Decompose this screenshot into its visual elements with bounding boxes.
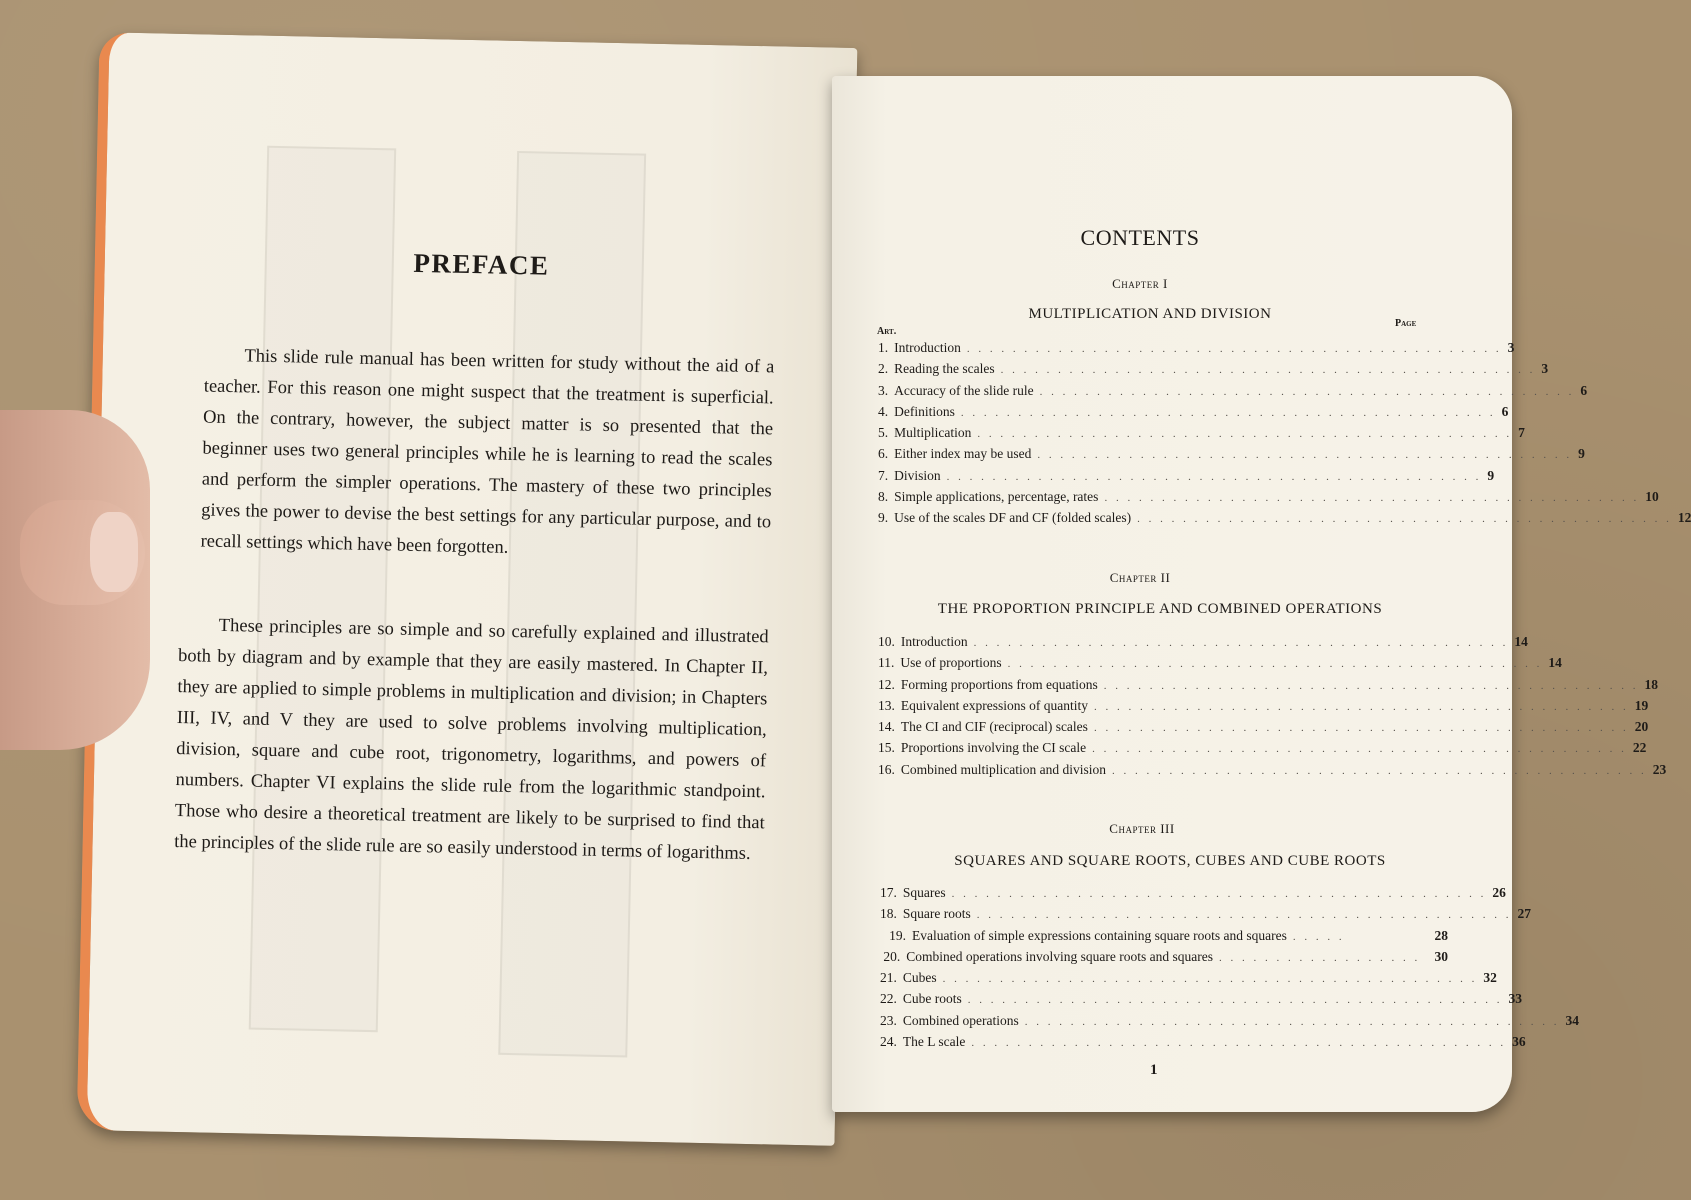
leader-dots: . . . . . . . . . . . . . . . . . . . . . . . . . . . . . . . . . . . . . . . . . . . . . . . [1104, 492, 1640, 505]
leader-dots: . . . . . . . . . . . . . . . . . . . . . . . . . . . . . . . . . . . . . . . . . . . . . . . [1007, 658, 1543, 671]
leader-dots: . . . . . . . . . . . . . . . . . . . . . . . . . . . . . . . . . . . . . . . . . . . . . . . [960, 406, 1496, 419]
thumbnail [90, 512, 138, 592]
toc-entry-label: Cubes [902, 970, 937, 986]
chapter-subtitle-2: THE PROPORTION PRINCIPLE AND COMBINED OPERATIONS [937, 601, 1383, 617]
toc-entry: 13. Equivalent expressions of quantity . . . . . . . . . . . . . . . . . . . . . . . . . . . . . . . . . . . . . . . . . . . . . . . 19 [878, 697, 1649, 713]
toc-entry: 12. Forming proportions from equations . . . . . . . . . . . . . . . . . . . . . . . . . . . . . . . . . . . . . . . . . . . . . . . 18 [878, 676, 1658, 692]
leader-dots: . . . . . . . . . . . . . . . . . . . . . . . . . . . . . . . . . . . . . . . . . . . . . . . [942, 973, 1478, 986]
preface-paragraph-2: These principles are so simple and so carefully explained and illustrated both by diagram and by example that they are easily mastered. In Chapter II, they are applied to simple problems in multiplication and division; in Chapters III, IV, and V they are used to solve problems involving multiplication, division, square and cube root, trigonometry, logarithms, and powers of numbers. Chapter VI explains the slide rule from the logarithmic standpoint. Those who desire a theoretical treatment are likely to be surprised to find that the principles of the slide rule are so easily understood in terms of logarithms. [174, 615, 769, 865]
toc-entry: 10. Introduction . . . . . . . . . . . . . . . . . . . . . . . . . . . . . . . . . . . . . . . . . . . . . . . 14 [878, 634, 1528, 649]
leader-dots: . . . . . . . . . . . . . . . . . . . . . . . . . . . . . . . . . . . . . . . . . . . . . . . [973, 637, 1509, 649]
leader-dots: . . . . . . . . . . . . . . . . . . . . . . . . . . . . . . . . . . . . . . . . . . . . . . . [1024, 1015, 1560, 1028]
toc-entry: 4. Definitions . . . . . . . . . . . . . . . . . . . . . . . . . . . . . . . . . . . . . . . . . . . . . . . 6 [878, 403, 1509, 419]
toc-entry-label: Division [894, 467, 941, 483]
toc-entry: 7. Division . . . . . . . . . . . . . . . . . . . . . . . . . . . . . . . . . . . . . . . . . . . . . . . 9 [878, 467, 1495, 483]
toc-entry-label: Use of the scales DF and CF (folded scales) [894, 510, 1132, 526]
toc-entry: 15. Proportions involving the CI scale . . . . . . . . . . . . . . . . . . . . . . . . . . . . . . . . . . . . . . . . . . . . . . . 22 [878, 740, 1647, 756]
toc-entry: 2. Reading the scales . . . . . . . . . . . . . . . . . . . . . . . . . . . . . . . . . . . . . . . . . . . . . . . 3 [878, 361, 1549, 377]
toc-entry: 19. Evaluation of simple expressions containing square roots and squares . . . . . 28 [889, 927, 1448, 943]
toc-entry: 16. Combined multiplication and division . . . . . . . . . . . . . . . . . . . . . . . . . . . . . . . . . . . . . . . . . . . . . . . 23 [878, 761, 1667, 777]
leader-dots: . . . . . . . . . . . . . . . . . . . . . . . . . . . . . . . . . . . . . . . . . . . . . . . [1039, 385, 1575, 398]
toc-entry-label: Combined operations involving square roots and squares [906, 948, 1213, 964]
leader-dots: . . . . . . . . . . . . . . . . . . . . . . . . . . . . . . . . . . . . . . . . . . . . . . . [1093, 700, 1629, 713]
leader-dots: . . . . . . . . . . . . . . . . . . . . . . . . . . . . . . . . . . . . . . . . . . . . . . . [1092, 743, 1627, 756]
leader-dots: . . . . . . . . . . . . . . . . . . . . . . . . . . . . . . . . . . . . . . . . . . . . . . . [976, 909, 1512, 922]
art-column-label: Art. [877, 326, 897, 337]
leader-dots: . . . . . . . . . . . . . . . . . . . . . . . . . . . . . . . . . . . . . . . . . . . . . . . [1137, 513, 1672, 526]
toc-list-chapter-3 [880, 885, 1579, 1055]
chapter-subtitle-3: SQUARES AND SQUARE ROOTS, CUBES AND CUBE ROOTS [954, 853, 1386, 869]
toc-entry-label: Use of proportions [900, 655, 1002, 671]
chapter-heading-2: Chapter II [1109, 570, 1171, 585]
leader-dots: . . . . . . . . . . . . . . . . . . . . . . . . . . . . . . . . . . . . . . . . . . . . . . . [1093, 722, 1629, 735]
leader-dots: . . . . . . . . . . . . . . . . . . . . . . . . . . . . . . . . . . . . . . . . . . . . . . . [967, 994, 1503, 1007]
toc-entry-label: Proportions involving the CI scale [900, 740, 1087, 756]
toc-list-chapter-1 [878, 340, 1691, 532]
leader-dots: . . . . . . . . . . . . . . . . . . . . . . . . . . . . . . . . . . . . . . . . . . . . . . . [971, 1037, 1507, 1050]
toc-entry-label: Definitions [894, 403, 955, 419]
toc-entry: 9. Use of the scales DF and CF (folded scales) . . . . . . . . . . . . . . . . . . . . . . . . . . . . . . . . . . . . . . . . . . . . . . . 12 [878, 510, 1691, 526]
toc-entry-label: Forming proportions from equations [900, 676, 1098, 692]
leader-dots: . . . . . . . . . . . . . . . . . . [1218, 951, 1421, 964]
toc-entry-label: Introduction [900, 634, 968, 649]
chapter-heading-3: Chapter III [1109, 821, 1175, 836]
page-number: 1 [1150, 1062, 1158, 1078]
page-column-label: Page [1395, 318, 1417, 329]
leader-dots: . . . . . . . . . . . . . . . . . . . . . . . . . . . . . . . . . . . . . . . . . . . . . . . [1000, 364, 1536, 377]
preface-paragraph-1: This slide rule manual has been written for study without the aid of a teacher. For this reason one might suspect that the treatment is superficial. On the contrary, however, the subject matter is so presented that the beginner uses two general principles while he is learning to read the scales and perform the simpler operations. The mastery of these two principles gives the power to devise the best settings for any particular purpose, and to recall settings which have been forgotten. [200, 346, 775, 558]
leader-dots: . . . . . . . . . . . . . . . . . . . . . . . . . . . . . . . . . . . . . . . . . . . . . . . [1103, 679, 1639, 692]
toc-entry-label: Reading the scales [894, 361, 995, 377]
toc-entry-label: Accuracy of the slide rule [894, 382, 1034, 398]
chapter-subtitle-1: MULTIPLICATION AND DIVISION [1028, 306, 1272, 322]
toc-entry: 21. Cubes . . . . . . . . . . . . . . . . . . . . . . . . . . . . . . . . . . . . . . . . . . . . . . . 32 [880, 970, 1497, 986]
leader-dots: . . . . . [1292, 930, 1345, 943]
toc-entry: 18. Square roots . . . . . . . . . . . . . . . . . . . . . . . . . . . . . . . . . . . . . . . . . . . . . . . 27 [880, 906, 1531, 922]
toc-entry-label: The CI and CIF (reciprocal) scales [900, 719, 1088, 735]
toc-entry: 17. Squares . . . . . . . . . . . . . . . . . . . . . . . . . . . . . . . . . . . . . . . . . . . . . . . 26 [880, 885, 1506, 900]
toc-entry: 1. Introduction . . . . . . . . . . . . . . . . . . . . . . . . . . . . . . . . . . . . . . . . . . . . . . . 3 [878, 340, 1515, 355]
contents-title: CONTENTS [1080, 225, 1200, 250]
toc-entry: 11. Use of proportions . . . . . . . . . . . . . . . . . . . . . . . . . . . . . . . . . . . . . . . . . . . . . . . 14 [878, 655, 1562, 671]
toc-entry-label: Squares [902, 885, 946, 900]
toc-list-chapter-2 [878, 634, 1667, 783]
leader-dots: . . . . . . . . . . . . . . . . . . . . . . . . . . . . . . . . . . . . . . . . . . . . . . . [977, 428, 1513, 441]
toc-entry-label: Equivalent expressions of quantity [900, 697, 1088, 713]
toc-entry: 24. The L scale . . . . . . . . . . . . . . . . . . . . . . . . . . . . . . . . . . . . . . . . . . . . . . . 36 [880, 1034, 1526, 1050]
chapter-heading-1: Chapter I [1112, 276, 1168, 291]
toc-entry-label: Evaluation of simple expressions containing square roots and squares [912, 927, 1287, 943]
toc-entry-label: Square roots [902, 906, 971, 922]
toc-entry: 23. Combined operations . . . . . . . . . . . . . . . . . . . . . . . . . . . . . . . . . . . . . . . . . . . . . . . 34 [880, 1012, 1579, 1028]
toc-entry-label: Cube roots [902, 991, 962, 1007]
toc-entry-label: The L scale [902, 1034, 966, 1050]
toc-entry: 5. Multiplication . . . . . . . . . . . . . . . . . . . . . . . . . . . . . . . . . . . . . . . . . . . . . . . 7 [878, 425, 1525, 441]
preface-title: PREFACE [413, 247, 550, 281]
leader-dots: . . . . . . . . . . . . . . . . . . . . . . . . . . . . . . . . . . . . . . . . . . . . . . . [946, 470, 1482, 483]
toc-entry-label: Combined operations [902, 1012, 1019, 1028]
leader-dots: . . . . . . . . . . . . . . . . . . . . . . . . . . . . . . . . . . . . . . . . . . . . . . . [966, 343, 1502, 355]
leader-dots: . . . . . . . . . . . . . . . . . . . . . . . . . . . . . . . . . . . . . . . . . . . . . . . [1037, 449, 1573, 462]
toc-entry: 3. Accuracy of the slide rule . . . . . . . . . . . . . . . . . . . . . . . . . . . . . . . . . . . . . . . . . . . . . . . 6 [878, 382, 1588, 398]
toc-entry-label: Multiplication [894, 425, 972, 441]
toc-entry: 8. Simple applications, percentage, rates . . . . . . . . . . . . . . . . . . . . . . . . . . . . . . . . . . . . . . . . . . . . . . . 10 [878, 489, 1659, 505]
toc-entry: 6. Either index may be used . . . . . . . . . . . . . . . . . . . . . . . . . . . . . . . . . . . . . . . . . . . . . . . 9 [878, 446, 1585, 462]
toc-entry: 20. Combined operations involving square roots and squares . . . . . . . . . . . . . . . . . . 30 [883, 948, 1448, 964]
toc-entry-label: Simple applications, percentage, rates [894, 489, 1099, 505]
toc-entry-label: Introduction [894, 340, 961, 355]
toc-entry-label: Either index may be used [894, 446, 1032, 462]
toc-entry: 22. Cube roots . . . . . . . . . . . . . . . . . . . . . . . . . . . . . . . . . . . . . . . . . . . . . . . 33 [880, 991, 1522, 1007]
leader-dots: . . . . . . . . . . . . . . . . . . . . . . . . . . . . . . . . . . . . . . . . . . . . . . . [951, 888, 1487, 900]
leader-dots: . . . . . . . . . . . . . . . . . . . . . . . . . . . . . . . . . . . . . . . . . . . . . . . [1112, 764, 1647, 777]
toc-entry: 14. The CI and CIF (reciprocal) scales . . . . . . . . . . . . . . . . . . . . . . . . . . . . . . . . . . . . . . . . . . . . . . . 20 [878, 719, 1649, 735]
toc-entry-label: Combined multiplication and division [900, 761, 1106, 777]
